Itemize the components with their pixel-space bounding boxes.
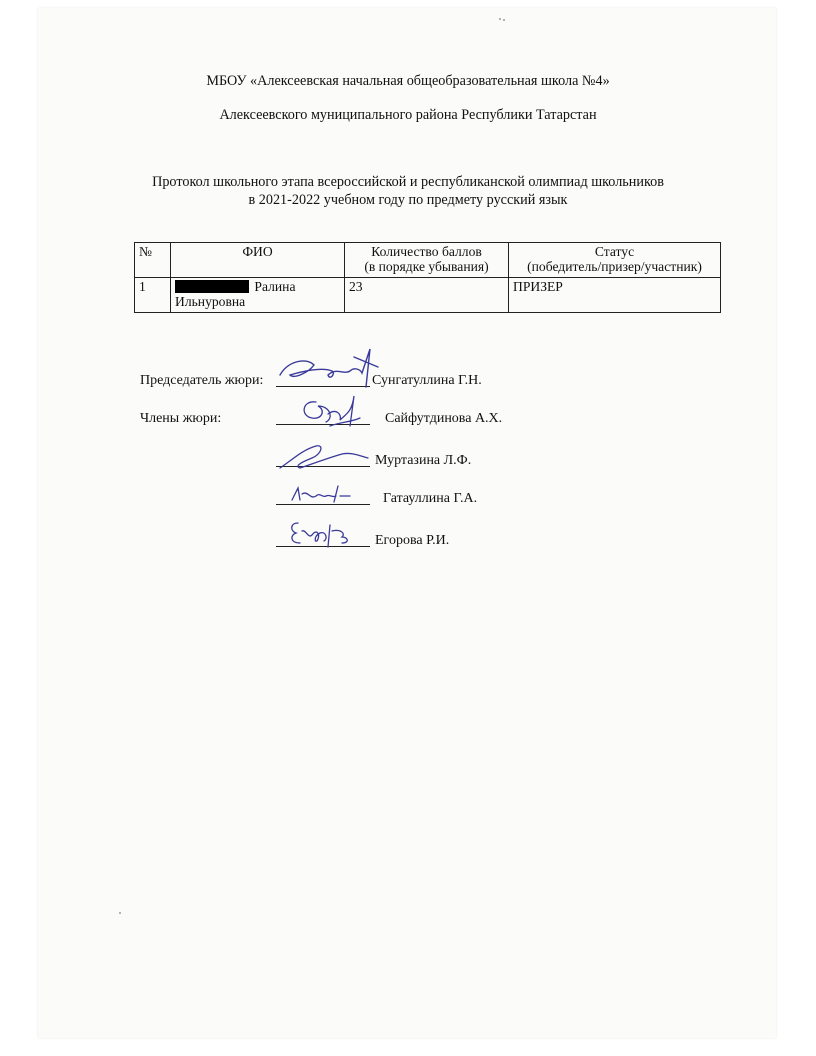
- signature-image-member-1: [290, 392, 370, 434]
- jury-members-label: Члены жюри:: [140, 411, 222, 426]
- cell-fio: [171, 278, 345, 313]
- cell-score: 23: [345, 278, 509, 313]
- header-status-line-1: Статус: [594, 244, 635, 259]
- table-row: [135, 278, 721, 313]
- protocol-title-line-1: Протокол школьного этапа всероссийской и республиканской олимпиад школьников: [152, 174, 664, 190]
- cell-status: ПРИЗЕР: [509, 278, 721, 313]
- jury-chair-name: Сунгатуллина Г.Н.: [372, 373, 482, 388]
- signature-image-member-2: [272, 440, 372, 474]
- jury-member-2-name: Муртазина Л.Ф.: [375, 453, 472, 468]
- cell-fio-patronymic: Ильнуровна: [175, 294, 246, 309]
- protocol-title: [0, 173, 816, 209]
- header-score-line-2: (в порядке убывания): [364, 259, 489, 274]
- signature-image-member-4: [284, 515, 360, 549]
- header-fio: ФИО: [171, 243, 345, 278]
- header-score: [345, 243, 509, 278]
- header-score-line-1: Количество баллов: [371, 244, 482, 259]
- protocol-title-line-2: в 2021-2022 учебном году по предмету русский язык: [248, 192, 568, 208]
- scan-speck: [503, 19, 505, 21]
- jury-chair-label: Председатель жюри:: [140, 373, 264, 388]
- header-status-line-2: (победитель/призер/участник): [527, 259, 702, 274]
- scan-speck: [499, 18, 501, 20]
- document-page: [38, 8, 776, 1038]
- table-header-row: [135, 243, 721, 278]
- jury-member-3-name: Гатауллина Г.А.: [383, 491, 478, 506]
- redaction-bar: [175, 280, 249, 293]
- scan-speck: [119, 912, 121, 914]
- signature-image-member-3: [286, 478, 356, 508]
- results-table: [134, 242, 721, 313]
- header-status: [509, 243, 721, 278]
- jury-member-4-name: Егорова Р.И.: [375, 533, 450, 548]
- jury-member-1-name: Сайфутдинова А.Х.: [385, 411, 503, 426]
- cell-number: 1: [135, 278, 171, 313]
- school-name: МБОУ «Алексеевская начальная общеобразовательная школа №4»: [206, 73, 610, 89]
- cell-fio-first-name: Ралина: [254, 279, 296, 294]
- district-name: Алексеевского муниципального района Республики Татарстан: [219, 107, 597, 123]
- header-number: №: [135, 243, 171, 278]
